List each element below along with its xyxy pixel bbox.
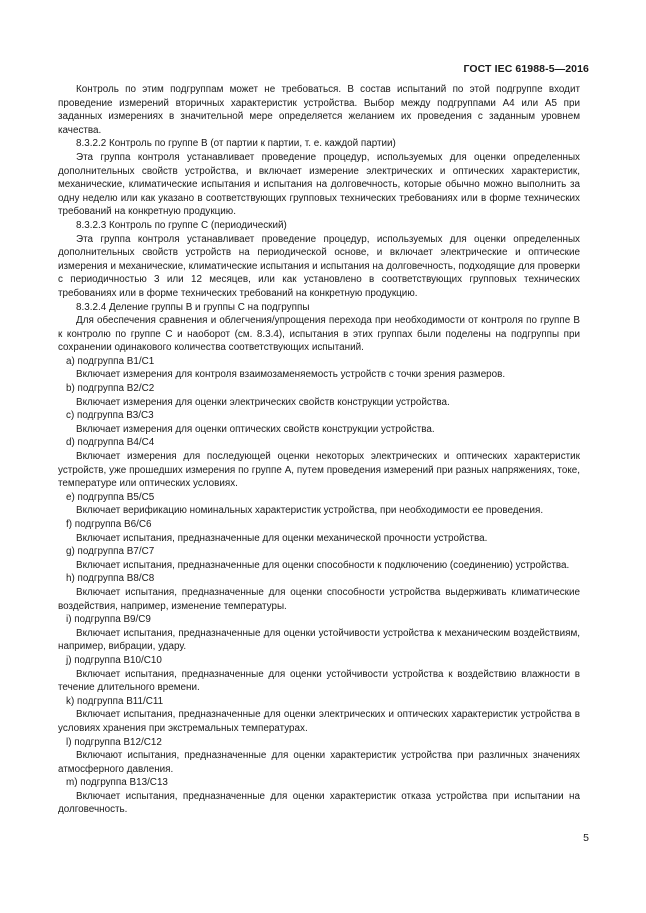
list-item-heading: m) подгруппа В13/С13 <box>66 777 168 789</box>
paragraph: Включает испытания, предназначенные для оценки устойчивости устройства к механическим воздействиям, например, вибрации, удару. <box>58 627 580 653</box>
paragraph: Включает испытания, предназначенные для оценки характеристик отказа устройства при испытании на долговечность. <box>58 790 580 816</box>
paragraph: Включает испытания, предназначенные для оценки механической прочности устройства. <box>76 532 488 544</box>
paragraph: Включает испытания, предназначенные для оценки устойчивости устройства к воздействию влажности в течение длительного времени. <box>58 668 580 694</box>
paragraph: Включает верификацию номинальных характеристик устройства, при необходимости ее проведения. <box>76 505 544 517</box>
paragraph: Эта группа контроля устанавливает проведение процедур, используемых для оценки определенных дополнительных свойств устройства, и включает измерение электрических и оптических характеристик, механические, климатические испытания и испытания на долговечность, которые обычно можно выполнить за одну неделю или как указано в соответствующих групповых технических требованиях или в форме технических требований на конкретную продукцию. <box>58 151 580 218</box>
paragraph: Включает испытания, предназначенные для оценки способности устройства выдерживать климатические воздействия, например, изменение температуры. <box>58 586 580 612</box>
paragraph: Контроль по этим подгруппам может не требоваться. В состав испытаний по этой подгруппе входит проведение измерений вторичных характеристик устройства. Выбор между подгруппами А4 или А5 при заданных измерениях в значительной мере определяется желанием их проведения с заданным уровнем качества. <box>58 84 580 136</box>
list-item-heading: k) подгруппа В11/С11 <box>66 695 164 707</box>
paragraph: Эта группа контроля устанавливает проведение процедур, используемых для оценки определенных дополнительных свойств устройств на периодической основе, и включает электрические и оптические измерения и механические, климатические испытания и испытания на долговечность, подходящие для проверки с периодичностью 3 или 12 месяцев, или как установлено в соответствующих групповых технических требованиях или в форме технических требований на конкретную продукцию. <box>58 233 580 299</box>
paragraph: Включает измерения для оценки оптических свойств конструкции устройства. <box>76 423 435 435</box>
paragraph: 8.3.2.3 Контроль по группе С (периодический) <box>76 219 287 231</box>
list-item-heading: a) подгруппа В1/С1 <box>66 355 155 367</box>
paragraph: Включает измерения для последующей оценки некоторых электрических и оптических характеристик устройств, уже прошедших измерения по группе А, путем проведения измерений при разных напряжениях, токе, температуре или оптических условиях. <box>58 451 580 490</box>
list-item-heading: e) подгруппа В5/С5 <box>66 491 155 503</box>
list-item-heading: f) подгруппа В6/С6 <box>66 519 152 530</box>
list-item-heading: j) подгруппа В10/С10 <box>66 654 162 666</box>
list-item-heading: c) подгруппа В3/С3 <box>66 410 154 422</box>
document-body <box>58 83 580 817</box>
list-item-heading: l) подгруппа В12/С12 <box>66 736 162 748</box>
paragraph: Для обеспечения сравнения и облегчения/упрощения перехода при необходимости от контроля по группе В к контролю по группе С и наоборот (см. 8.3.4), испытания в этих группах были поделены на подгруппы при сохранении одинакового количества соответствующих испытаний. <box>58 315 580 354</box>
paragraph: Включает измерения для контроля взаимозаменяемость устройств с точки зрения размеров. <box>76 369 506 381</box>
paragraph: Включает испытания, предназначенные для оценки электрических и оптических характеристик устройства в условиях хранения при экстремальных температурах. <box>58 709 580 734</box>
document-id-header: ГОСТ IEC 61988-5—2016 <box>463 63 589 75</box>
list-item-heading: h) подгруппа В8/С8 <box>66 573 155 585</box>
paragraph: 8.3.2.2 Контроль по группе В (от партии к партии, т. е. каждой партии) <box>76 138 396 150</box>
paragraph: 8.3.2.4 Деление группы В и группы С на подгруппы <box>76 301 310 313</box>
page-number: 5 <box>583 832 589 844</box>
list-item-heading: i) подгруппа В9/С9 <box>66 614 151 626</box>
list-item-heading: b) подгруппа В2/С2 <box>66 383 155 395</box>
paragraph: Включает измерения для оценки электрических свойств конструкции устройства. <box>76 396 450 408</box>
list-item-heading: d) подгруппа В4/С4 <box>66 437 155 449</box>
paragraph: Включает испытания, предназначенные для оценки способности к подключению (соединению) устройства. <box>76 559 570 571</box>
paragraph: Включают испытания, предназначенные для оценки характеристик устройства при различных значениях атмосферного давления. <box>58 750 580 775</box>
list-item-heading: g) подгруппа В7/С7 <box>66 546 155 558</box>
